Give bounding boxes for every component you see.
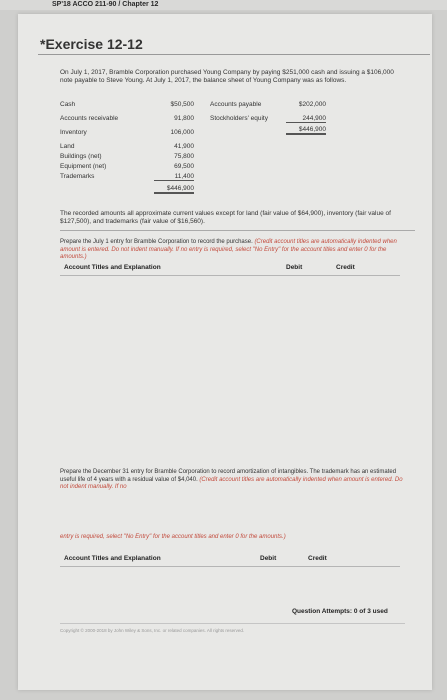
asset-value: 69,500 — [174, 163, 194, 170]
part2-instruction-hint: (Credit account titles are automatically indented when amount is entered. Do not indent manually. If no — [60, 476, 403, 490]
part2-col-debit: Debit — [260, 555, 277, 562]
part1-table-rule — [60, 275, 400, 276]
asset-label: Accounts receivable — [60, 115, 119, 122]
asset-value: $50,500 — [170, 101, 194, 108]
liability-value: $202,000 — [298, 101, 326, 108]
section-divider — [60, 230, 415, 231]
asset-label: Trademarks — [60, 173, 95, 180]
assets-total: $446,900 — [154, 185, 194, 194]
copyright-footer: Copyright © 2000-2018 by John Wiley & Sons, Inc. or related companies. All rights reserved. — [60, 628, 245, 633]
liability-label: Accounts payable — [210, 101, 262, 108]
asset-label: Inventory — [60, 129, 87, 136]
asset-label: Buildings (net) — [60, 153, 102, 160]
part1-instructions — [60, 239, 405, 262]
footer-rule — [60, 623, 405, 624]
part1-col-debit: Debit — [286, 264, 303, 271]
asset-label: Land — [60, 143, 75, 150]
asset-label: Cash — [60, 101, 76, 108]
part1-instruction-hint: (Credit account titles are automatically indented when amount is entered. Do not indent manually. If no entry is required, select "No Entry" for the account titles and enter 0 for the amounts.) — [60, 239, 397, 260]
fair-value-note: The recorded amounts all approximate current values except for land (fair value of $64,900), inventory (fair value of $127,500), and trademarks (fair value of $16,560). — [60, 210, 391, 225]
liabilities-total: $446,900 — [286, 126, 326, 135]
liability-value: 244,900 — [286, 115, 326, 123]
asset-value: 75,800 — [174, 153, 194, 160]
part2-table-rule — [60, 566, 400, 567]
part1-col-account: Account Titles and Explanation — [64, 264, 161, 271]
asset-value: 106,000 — [170, 129, 194, 136]
balance-sheet — [60, 101, 326, 201]
title-divider — [38, 54, 430, 55]
asset-value: 41,900 — [174, 143, 194, 150]
part2-instruction-text: Prepare the December 31 entry for Bramble Corporation to record amortization of intangibles. The trademark has an estimated useful life of 4 years with a residual value of $4,040. — [60, 469, 397, 483]
asset-value: 11,400 — [154, 173, 194, 181]
exercise-title: *Exercise 12-12 — [40, 36, 143, 52]
exercise-page — [18, 14, 432, 690]
liability-label: Stockholders' equity — [210, 115, 268, 122]
part1-col-credit: Credit — [336, 264, 355, 271]
asset-value: 91,800 — [174, 115, 194, 122]
part2-instructions — [60, 469, 405, 492]
asset-label: Equipment (net) — [60, 163, 107, 170]
part2-col-credit: Credit — [308, 555, 327, 562]
part1-instruction-text: Prepare the July 1 entry for Bramble Corporation to record the purchase. — [60, 239, 253, 245]
exercise-intro: On July 1, 2017, Bramble Corporation purchased Young Company by paying $251,000 cash and issuing a $106,000 note payable to Steve Young. At July 1, 2017, the balance sheet of Young Company was as follows. — [60, 69, 394, 84]
course-header: SP'18 ACCO 211-90 / Chapter 12 — [0, 0, 447, 10]
part2-instruction-hint-cont: entry is required, select "No Entry" for the account titles and enter 0 for the amounts.) — [60, 534, 286, 540]
part2-col-account: Account Titles and Explanation — [64, 555, 161, 562]
question-attempts: Question Attempts: 0 of 3 used — [292, 608, 388, 615]
